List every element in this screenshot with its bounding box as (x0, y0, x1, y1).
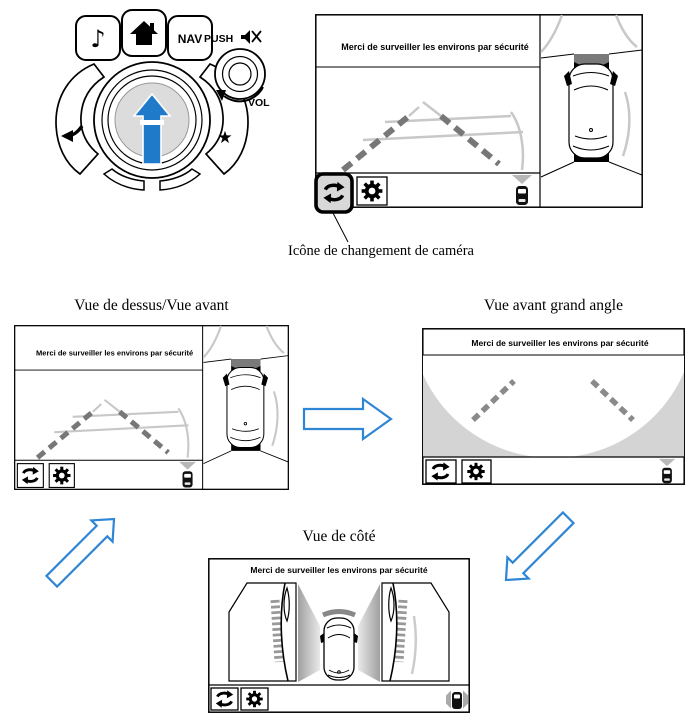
callout-label: Icône de changement de caméra (288, 243, 474, 259)
star-icon: ★ (217, 128, 233, 148)
music-note-icon: ♪ (90, 25, 106, 53)
screen-top-front-instance-small (15, 326, 289, 490)
arrow-to-top-front (103, 508, 188, 596)
push-label: PUSH (204, 33, 234, 45)
camera-change-button-highlight[interactable] (316, 174, 352, 212)
screen-wide-front-view (422, 328, 685, 485)
camera-screen-main (315, 14, 643, 216)
screen-top-front-instance (316, 15, 642, 207)
camera-switch-button[interactable] (211, 688, 238, 710)
nav-label: NAV (177, 32, 203, 46)
arrow-to-side-view (493, 505, 578, 593)
warning-message: Merci de surveiller les environs par sécurité (250, 565, 428, 575)
controller-illustration (44, 2, 284, 192)
warning-message: Merci de surveiller les environs par sécurité (471, 338, 649, 348)
label-wide-front-view: Vue avant grand angle (484, 297, 623, 314)
label-top-front-view: Vue de dessus/Vue avant (74, 297, 229, 314)
screen-side-view (208, 558, 470, 713)
callout-line (329, 210, 353, 246)
label-side-view: Vue de côté (302, 528, 376, 545)
mute-speaker-icon (241, 30, 261, 44)
right-side-panel (382, 583, 449, 681)
wide-angle-view (411, 178, 688, 458)
vol-label: VOL (248, 97, 270, 109)
left-side-panel (229, 583, 296, 681)
arrow-to-wide-front (301, 396, 396, 442)
screen-top-front-view (14, 325, 289, 490)
camera-switch-button[interactable] (426, 460, 456, 483)
